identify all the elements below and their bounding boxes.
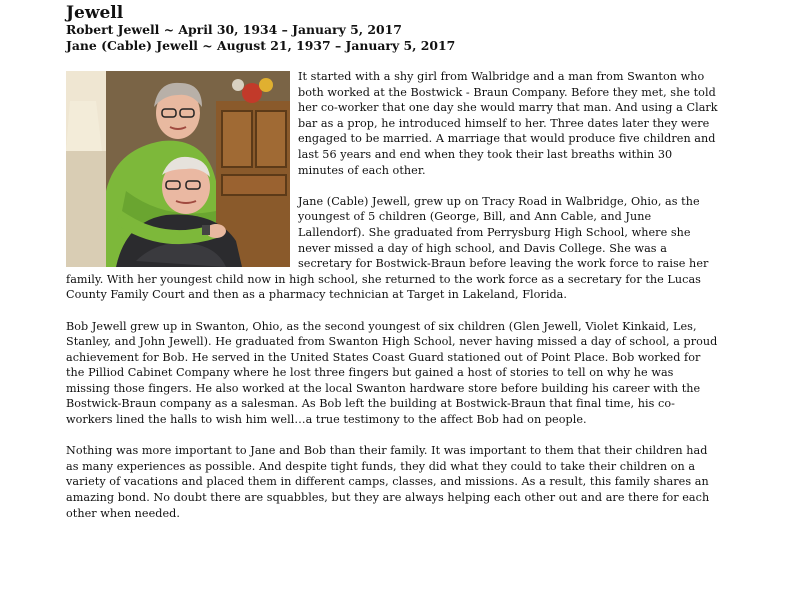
couple-photo [66, 71, 290, 267]
header [66, 4, 722, 54]
paragraph-4: Nothing was more important to Jane and Bob than their family. It was important to them that their children had as many experiences as possible. And despite tight funds, they did what they could to take their children on a variety of vacations and placed them in different camps, classes, and missions. As a result, this family shares an amazing bond. No doubt there are squabbles, but they are always helping each other out and are there for each other when needed. [66, 444, 710, 520]
obituary-body [66, 69, 718, 537]
couple-photo-icon [66, 71, 290, 267]
jane-dates: Jane (Cable) Jewell ~ August 21, 1937 – January 5, 2017 [66, 38, 456, 53]
paragraph-3: Bob Jewell grew up in Swanton, Ohio, as the second youngest of six children (Glen Jewell, Violet Kinkaid, Les, Stanley, and John Jewell). He graduated from Swanton High School, never having missed a day of school, a proud achievement for Bob. He served in the United States Coast Guard stationed out of Point Place. Bob worked for the Pilliod Cabinet Company where he lost three fingers but gained a host of stories to tell on why he was missing those fingers. He also worked at the local Swanton hardware store before building his career with the Bostwick-Braun company as a salesman. As Bob left the building at Bostwick-Braun that final time, his co-workers lined the halls to wish him well…a true testimony to the affect Bob had on people. [66, 319, 718, 427]
page-title: Jewell [66, 3, 124, 23]
robert-dates: Robert Jewell ~ April 30, 1934 – January 5, 2017 [66, 22, 402, 37]
paragraph-2: Jane (Cable) Jewell, grew up on Tracy Road in Walbridge, Ohio, as the youngest of 5 children (George, Bill, and Ann Cable, and June Lallendorf). She graduated from Perrysburg High School, where she never missed a day of high school, and Davis College. She was a secretary for Bostwick-Braun before leaving the work force to raise her family. With her youngest child now in high school, she returned to the work force as a secretary for the Lucas County Family Court and then as a pharmacy technician at Target in Lakeland, Florida. [66, 194, 709, 302]
paragraph-1: It started with a shy girl from Walbridge and a man from Swanton who both worked at the Bostwick - Braun Company. Before they met, she told her co-worker that one day she would marry that man. And using a Clark bar as a prop, he introduced himself to her. Three dates later they were engaged to be married. A marriage that would produce five children and last 56 years and end when they took their last breaths within 30 minutes of each other. [298, 70, 718, 177]
